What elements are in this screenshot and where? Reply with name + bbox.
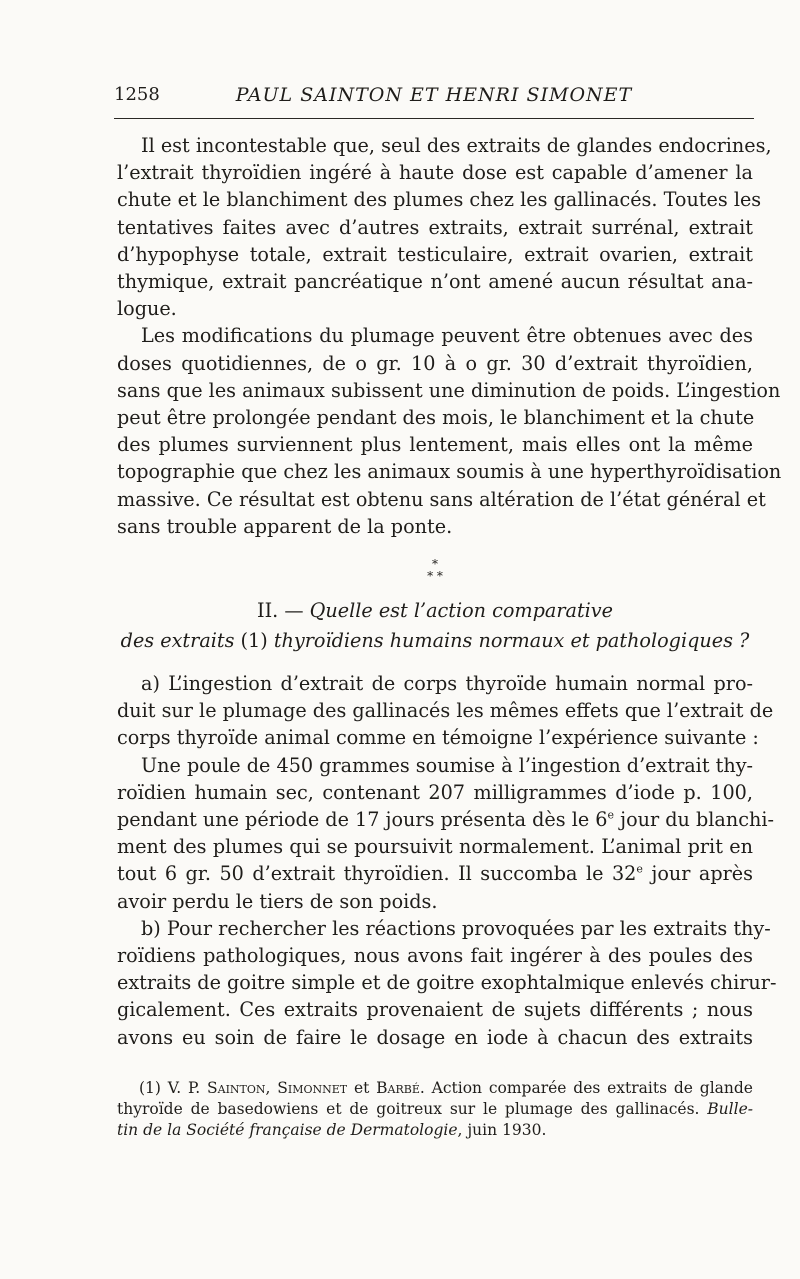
text-line: roïdien humain sec, contenant 207 milligrammes d’iode p. 100, [117,780,753,804]
page-number: 1258 [114,84,160,105]
text-line: thymique, extrait pancréatique n’ont amené aucun résultat ana- [117,270,753,294]
paragraph-4 [117,752,774,915]
text-line: d’hypophyse totale, extrait testiculaire, extrait ovarien, extrait [117,242,753,266]
page-header [114,84,754,114]
text-line: corps thyroïde animal comme en témoigne l’expérience suivante : [117,726,759,750]
section-numeral: II. — [257,599,310,623]
text-line: b) Pour rechercher les réactions provoquées par les extraits thy- [141,916,771,940]
text-line: des plumes surviennent plus lentement, mais elles ont la même [117,433,753,457]
footnote-line: thyroïde de basedowiens et de goitreux sur le plumage des gallinacés. Bulle- [117,1100,753,1118]
section-title-part: Quelle est l’action comparative [309,599,613,623]
header-rule [114,118,754,119]
section-title-part: thyroïdiens humains normaux et pathologiques ? [273,629,750,653]
text-line: extraits de goitre simple et de goitre exophtalmique enlevés chirur- [117,971,777,995]
text-line: logue. [117,297,177,321]
section-heading [117,596,753,656]
asterism [117,558,753,582]
text-line: ment des plumes qui se poursuivit normalement. L’animal prit en [117,835,753,859]
paragraph-2 [117,322,782,540]
text-line: Il est incontestable que, seul des extraits de glandes endocrines, [141,134,772,157]
text-line: sans que les animaux subissent une diminution de poids. L’ingestion [117,378,781,402]
asterism-bottom: * * [427,569,443,584]
section-heading-line-1 [117,596,753,626]
paragraph-5 [117,915,777,1051]
text-line: pendant une période de 17 jours présenta dès le 6e jour du blanchi- [117,808,774,832]
text-line: tout 6 gr. 50 d’extrait thyroïdien. Il succomba le 32e jour après [117,862,754,886]
text-line: doses quotidiennes, de o gr. 10 à o gr. 30 d’extrait thyroïdien, [117,351,753,375]
text-line: duit sur le plumage des gallinacés les mêmes effets que l’extrait de [117,699,774,723]
text-line: Les modifications du plumage peuvent être obtenues avec des [141,324,753,348]
text-line: Une poule de 450 grammes soumise à l’ingestion d’extrait thy- [141,753,754,777]
footnote-line: tin de la Société française de Dermatologie, juin 1930. [117,1121,547,1139]
footnotes [117,1078,753,1141]
text-line: sans trouble apparent de la ponte. [117,514,453,538]
footnote-line: (1) V. P. Sainton, Simonnet et Barbé. Action comparée des extraits de glande [139,1079,753,1097]
paragraph-1 [117,132,772,322]
text-line: l’extrait thyroïdien ingéré à haute dose est capable d’amener la [117,161,753,185]
running-title: PAUL SAINTON ET HENRI SIMONET [235,84,633,106]
text-line: topographie que chez les animaux soumis à une hyperthyroïdisation [117,460,782,484]
section-title-part: des extraits [120,629,235,653]
text-line: avons eu soin de faire le dosage en iode à chacun des extraits [117,1025,753,1049]
text-line: a) L’ingestion d’extrait de corps thyroïde humain normal pro- [141,672,753,696]
text-line: avoir perdu le tiers de son poids. [117,889,438,913]
section-heading-line-2 [117,626,753,656]
text-line: massive. Ce résultat est obtenu sans altération de l’état général et [117,487,766,511]
paragraph-3 [117,670,774,752]
text-line: peut être prolongée pendant des mois, le blanchiment et la chute [117,406,755,430]
footnote-reference: (1) [234,629,274,653]
text-line: roïdiens pathologiques, nous avons fait ingérer à des poules des [117,944,753,968]
body-text [117,132,782,1051]
asterism-top: * [432,557,438,572]
text-line: chute et le blanchiment des plumes chez les gallinacés. Toutes les [117,188,762,212]
text-line: tentatives faites avec d’autres extraits, extrait surrénal, extrait [117,215,753,239]
text-line: gicalement. Ces extraits provenaient de sujets différents ; nous [117,998,753,1022]
